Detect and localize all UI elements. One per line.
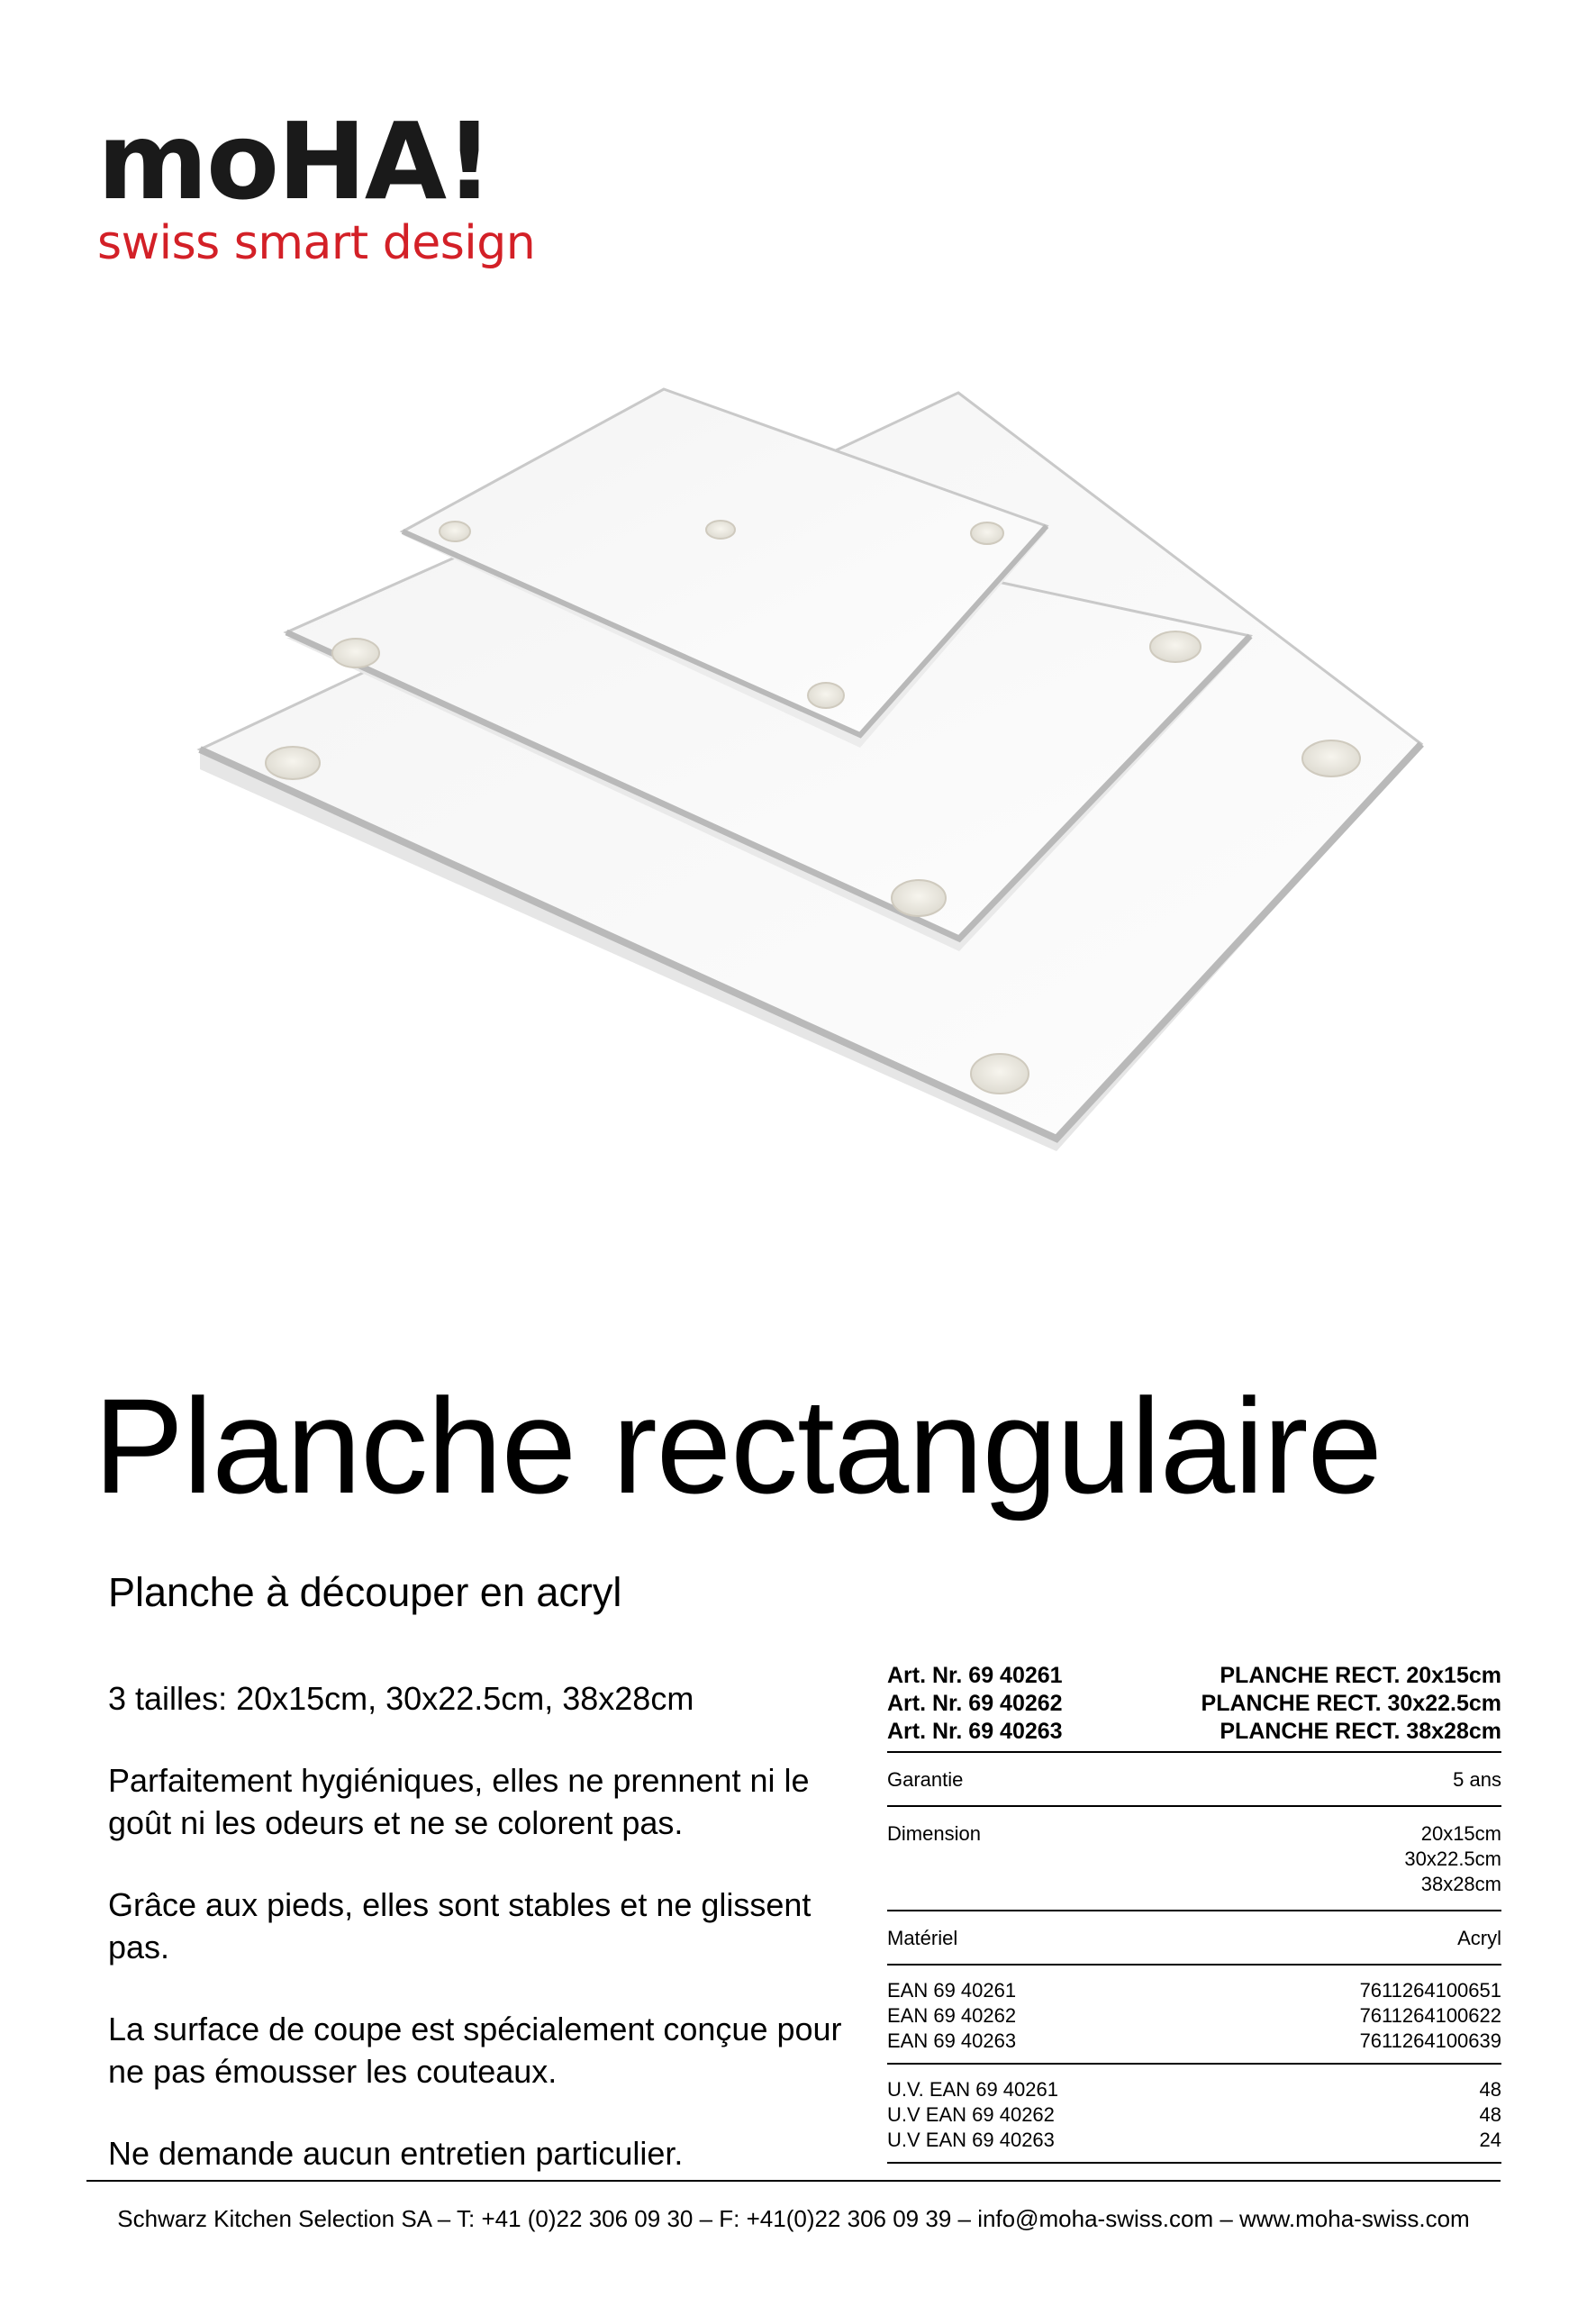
article-name: PLANCHE RECT. 38x28cm — [1220, 1719, 1501, 1744]
uv-value: 48 — [1479, 2103, 1501, 2126]
spec-row-garantie — [887, 1753, 1501, 1807]
article-row — [887, 1718, 1501, 1746]
spec-row-materiel — [887, 1911, 1501, 1966]
feature-item: Ne demande aucun entretien particulier. — [108, 2135, 684, 2172]
cutting-boards-illustration — [0, 342, 1596, 1189]
feature-list — [108, 1677, 847, 2214]
spec-label: Matériel — [887, 1927, 958, 1949]
footer-divider — [86, 2180, 1501, 2182]
article-number: Art. Nr. 69 40261 — [887, 1663, 1063, 1688]
ean-label: EAN 69 40262 — [887, 2004, 1017, 2027]
spec-value: 20x15cm — [1420, 1822, 1501, 1845]
page-title: Planche rectangulaire — [94, 1370, 1382, 1521]
feature-item: Parfaitement hygiéniques, elles ne prennent ni le goût ni les odeurs et ne se colorent pas. — [108, 1762, 810, 1841]
spec-row-ean — [887, 1966, 1501, 2065]
ean-row — [887, 1978, 1501, 2003]
ean-value: 7611264100622 — [1359, 2004, 1501, 2027]
spec-value: Acryl — [1457, 1927, 1501, 1949]
brand-name: moHA! — [97, 99, 492, 223]
ean-label: EAN 69 40263 — [887, 2029, 1017, 2052]
ean-label: EAN 69 40261 — [887, 1979, 1017, 2002]
ean-value: 7611264100651 — [1359, 1979, 1501, 2002]
spec-row-uv — [887, 2065, 1501, 2164]
uv-label: U.V EAN 69 40262 — [887, 2103, 1055, 2126]
ean-row — [887, 2003, 1501, 2029]
article-row — [887, 1690, 1501, 1718]
spec-row-dimension — [887, 1807, 1501, 1911]
spec-table — [887, 1662, 1501, 2164]
article-name: PLANCHE RECT. 30x22.5cm — [1201, 1691, 1501, 1716]
uv-value: 24 — [1479, 2129, 1501, 2151]
uv-row — [887, 2077, 1501, 2102]
spec-label: Dimension — [887, 1822, 981, 1845]
ean-value: 7611264100639 — [1359, 2029, 1501, 2052]
spec-value: 5 ans — [1453, 1768, 1501, 1791]
feature-item: 3 tailles: 20x15cm, 30x22.5cm, 38x28cm — [108, 1680, 694, 1717]
feature-item: Grâce aux pieds, elles sont stables et ne glissent pas. — [108, 1886, 812, 1966]
page-subtitle: Planche à découper en acryl — [108, 1569, 622, 1615]
ean-row — [887, 2029, 1501, 2054]
spec-value: 30x22.5cm — [1404, 1848, 1501, 1870]
article-number: Art. Nr. 69 40263 — [887, 1719, 1063, 1744]
spec-value-list — [1404, 1821, 1501, 1897]
uv-row — [887, 2102, 1501, 2128]
brand-tagline: swiss smart design — [97, 216, 536, 270]
uv-value: 48 — [1479, 2078, 1501, 2101]
article-name: PLANCHE RECT. 20x15cm — [1220, 1663, 1501, 1688]
spec-label: Garantie — [887, 1768, 964, 1791]
uv-row — [887, 2128, 1501, 2153]
article-list — [887, 1662, 1501, 1753]
uv-label: U.V. EAN 69 40261 — [887, 2078, 1058, 2101]
brand-logo — [97, 99, 536, 270]
feature-item: La surface de coupe est spécialement conçue pour ne pas émousser les couteaux. — [108, 2011, 842, 2090]
uv-label: U.V EAN 69 40263 — [887, 2129, 1055, 2151]
footer-contact: Schwarz Kitchen Selection SA – T: +41 (0)22 306 09 30 – F: +41(0)22 306 09 39 – info@moha-swiss.com – www.moha-swiss.com — [117, 2205, 1470, 2232]
article-row — [887, 1662, 1501, 1690]
article-number: Art. Nr. 69 40262 — [887, 1691, 1063, 1716]
spec-value: 38x28cm — [1420, 1873, 1501, 1895]
